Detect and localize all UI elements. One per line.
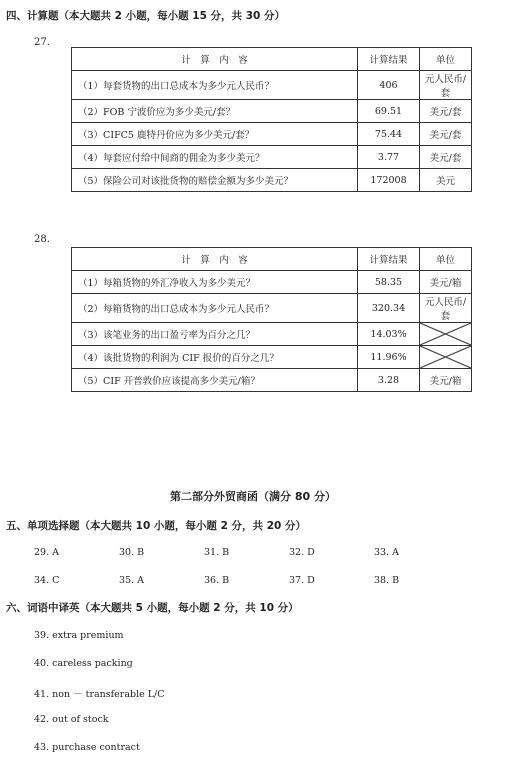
cross-mark-icon [420, 346, 471, 368]
row-content: （3）CIFC5 鹿特丹价应为多少美元/套？ [72, 123, 358, 146]
list-item: 39. extra premium [34, 630, 124, 641]
row-content: （1）每套货物的出口总成本为多少元人民币？ [72, 71, 358, 100]
row-result: 69.51 [358, 100, 420, 123]
row-content: （3）该笔业务的出口盈亏率为百分之几？ [72, 323, 358, 346]
table-row [72, 100, 472, 123]
table-row [72, 71, 472, 100]
row-unit: 元人民币/套 [420, 71, 472, 100]
row-result: 11.96% [358, 346, 420, 369]
row-result: 3.77 [358, 146, 420, 169]
list-item: 42. out of stock [34, 714, 109, 725]
row-result: 320.34 [358, 294, 420, 323]
table-row [72, 146, 472, 169]
row-result: 406 [358, 71, 420, 100]
section6-heading: 六、词语中译英（本大题共 5 小题，每小题 2 分，共 10 分） [6, 602, 299, 614]
row-unit: 美元/箱 [420, 369, 472, 392]
row-result: 172008 [358, 169, 420, 192]
row-unit: 元人民币/套 [420, 294, 472, 323]
header-unit: 单位 [420, 248, 472, 271]
row-unit: 美元/套 [420, 100, 472, 123]
q28-label: 28. [34, 234, 50, 245]
cross-mark-icon [420, 323, 471, 345]
table-row [72, 271, 472, 294]
section4-heading: 四、计算题（本大题共 2 小题，每小题 15 分，共 30 分） [6, 10, 285, 22]
table-header-row [72, 48, 472, 71]
row-content: （2）FOB 宁波价应为多少美元/套？ [72, 100, 358, 123]
q27-table [71, 47, 472, 192]
header-result: 计算结果 [358, 248, 420, 271]
header-result: 计算结果 [358, 48, 420, 71]
answer-item: 30. B [119, 547, 145, 558]
answer-item: 32. D [289, 547, 315, 558]
table-row [72, 323, 472, 346]
q27-label: 27. [34, 37, 50, 48]
list-item: 41. non － transferable L/C [34, 689, 165, 700]
row-content: （5）CIF 开普敦价应该提高多少美元/箱？ [72, 369, 358, 392]
row-unit: 美元/套 [420, 146, 472, 169]
q28-table [71, 247, 472, 392]
answer-item: 34. C [34, 575, 60, 586]
row-content: （2）每箱货物的出口总成本为多少元人民币？ [72, 294, 358, 323]
table-header-row [72, 248, 472, 271]
table-row [72, 123, 472, 146]
answer-item: 33. A [374, 547, 399, 558]
crossed-out-cell [420, 323, 472, 346]
header-content: 计 算 内 容 [72, 248, 358, 271]
answer-item: 29. A [34, 547, 59, 558]
crossed-out-cell [420, 346, 472, 369]
answer-item: 37. D [289, 575, 315, 586]
row-content: （5）保险公司对该批货物的赔偿金额为多少美元？ [72, 169, 358, 192]
table-row [72, 346, 472, 369]
row-result: 75.44 [358, 123, 420, 146]
header-content: 计 算 内 容 [72, 48, 358, 71]
answer-item: 35. A [119, 575, 144, 586]
row-content: （4）该批货物的利润为 CIF 报价的百分之几？ [72, 346, 358, 369]
answer-item: 38. B [374, 575, 400, 586]
row-unit: 美元 [420, 169, 472, 192]
table-row [72, 294, 472, 323]
row-result: 14.03% [358, 323, 420, 346]
list-item: 40. careless packing [34, 658, 133, 669]
row-content: （1）每箱货物的外汇净收入为多少美元？ [72, 271, 358, 294]
table-row [72, 169, 472, 192]
header-unit: 单位 [420, 48, 472, 71]
part2-title: 第二部分外贸商函（满分 80 分） [170, 490, 336, 503]
row-result: 58.35 [358, 271, 420, 294]
answer-item: 36. B [204, 575, 230, 586]
row-unit: 美元/套 [420, 123, 472, 146]
section5-heading: 五、单项选择题（本大题共 10 小题，每小题 2 分，共 20 分） [6, 520, 306, 532]
table-row [72, 369, 472, 392]
row-result: 3.28 [358, 369, 420, 392]
row-unit: 美元/箱 [420, 271, 472, 294]
answer-item: 31. B [204, 547, 230, 558]
list-item: 43. purchase contract [34, 742, 140, 753]
row-content: （4）每套应付给中间商的佣金为多少美元？ [72, 146, 358, 169]
